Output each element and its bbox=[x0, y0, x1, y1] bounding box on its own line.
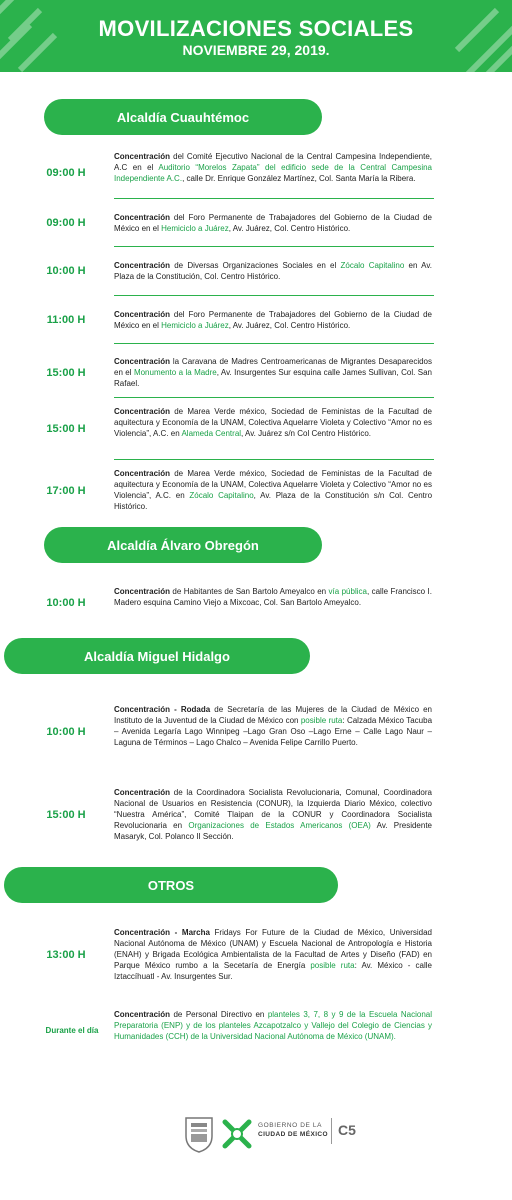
divider bbox=[114, 397, 434, 398]
c5-logo: C5 bbox=[338, 1122, 356, 1138]
footer-divider bbox=[331, 1118, 332, 1144]
divider bbox=[114, 343, 434, 344]
event-time: 10:00 H bbox=[46, 597, 86, 609]
event-time: 15:00 H bbox=[46, 367, 86, 379]
event-time: 15:00 H bbox=[46, 423, 86, 435]
divider bbox=[114, 198, 434, 199]
page-title: MOVILIZACIONES SOCIALES bbox=[98, 16, 414, 41]
divider bbox=[114, 295, 434, 296]
divider bbox=[114, 459, 434, 460]
divider bbox=[114, 246, 434, 247]
section-header-miguel-hidalgo: Alcaldía Miguel Hidalgo bbox=[4, 638, 310, 674]
coat-of-arms-icon bbox=[183, 1114, 215, 1154]
event-description: Concentración de Personal Directivo en planteles 3, 7, 8 y 9 de la Escuela Nacional Preparatoria (ENP) y de los planteles Azcapotzalco y Vallejo del Colegio de Ciencias y Humanidades (CCH) de la Universidad Nacional Autónoma de México (UNAM). bbox=[114, 1010, 432, 1041]
event-description: Concentración de la Coordinadora Socialista Revolucionaria, Comunal, Coordinadora Nacional de Usuarios en Resistencia (CONUR), la Izquierda Diario México, colectivo “Nuestra América”, Comité Tlaipan de la CONUR y Coordinadora Socialista Revolucionaria en Organizaciones de Estados Americanos (OEA) Av. Presidente Masaryk, Col. Polanco II Sección. bbox=[114, 788, 432, 841]
event-time: 10:00 H bbox=[46, 726, 86, 738]
decorative-pattern-icon bbox=[452, 0, 512, 72]
event-description: Concentración del Foro Permanente de Trabajadores del Gobierno de la Ciudad de México en el Hemiciclo a Juárez, Av. Juárez, Col. Centro Histórico. bbox=[114, 213, 432, 233]
event-description: Concentración la Caravana de Madres Centroamericanas de Migrantes Desaparecidos en el Monumento a la Madre, Av. Insurgentes Sur esquina calle James Sullivan, Col. San Rafael. bbox=[114, 357, 432, 388]
header-banner bbox=[0, 0, 512, 72]
event-time: 09:00 H bbox=[46, 167, 86, 179]
event-description: Concentración del Foro Permanente de Trabajadores del Gobierno de la Ciudad de México en el Hemiciclo a Juárez, Av. Juárez, Col. Centro Histórico. bbox=[114, 310, 432, 330]
gov-label-line2: CIUDAD DE MÉXICO bbox=[258, 1131, 328, 1138]
section-header-otros: OTROS bbox=[4, 867, 338, 903]
event-description: Concentración de Marea Verde méxico, Sociedad de Feministas de la Facultad de aquitectura y Economía de la UNAM, Colectiva Aquelarre Violeta y Colectivo “Amor no es Violencia”, A.C. en Alameda Central, Av. Juárez s/n Col Centro Histórico. bbox=[114, 407, 432, 438]
gov-label-line1: GOBIERNO DE LA bbox=[258, 1122, 323, 1129]
event-description: Concentración de Habitantes de San Bartolo Ameyalco en vía pública, calle Francisco I. Madero esquina Camino Viejo a Mixcoac, Col. San Bartolo Ameyalco. bbox=[114, 587, 432, 607]
cdmx-logo-icon bbox=[219, 1114, 255, 1154]
event-time: 09:00 H bbox=[46, 217, 86, 229]
event-description: Concentración - Rodada de Secretaría de las Mujeres de la Ciudad de México en Instituto de la Juventud de la Ciudad de México con posible ruta: Calzada México Tacuba – Avenida Legaría Lago Winnipeg –Lago Gran Oso –Lago Erne – Calle Lago Naur – Laguna de Términos – Lago Chalco – Avenida Felipe Carrillo Puerto. bbox=[114, 705, 433, 747]
event-time: Durante el día bbox=[45, 1026, 99, 1035]
event-time: 10:00 H bbox=[46, 265, 86, 277]
event-time: 17:00 H bbox=[46, 485, 86, 497]
section-header-alvaro-obregon: Alcaldía Álvaro Obregón bbox=[44, 527, 322, 563]
page-date: NOVIEMBRE 29, 2019. bbox=[182, 42, 330, 58]
event-time: 11:00 H bbox=[46, 314, 86, 326]
event-description: Concentración de Marea Verde méxico, Sociedad de Feministas de la Facultad de aquitectura y Economía de la UNAM, Colectiva Aquelarre Violeta y Colectivo “Amor no es Violencia”, A.C. en Zócalo Capitalino, Av. Plaza de la Constitución s/n Col. Centro Histórico. bbox=[114, 469, 433, 511]
event-time: 13:00 H bbox=[46, 949, 86, 961]
event-description: Concentración de Diversas Organizaciones Sociales en el Zócalo Capitalino en Av. Plaza de la Constitución, Col. Centro Histórico. bbox=[114, 261, 433, 281]
event-description: Concentración - Marcha Fridays For Future de la Ciudad de México, Universidad Nacional Autónoma de México (UNAM) y Escuela Nacional de Antropología e Historia (ENAH) y Brigada Ecológica Ambientalista de la Facultad de Artes y Diseño (FAD) en Parque México rumbo a la Secetaría de Energía posible ruta: Av. México - calle Iztaccíhuatl - Av. Insurgentes Sur. bbox=[114, 928, 433, 981]
footer-logos bbox=[0, 1108, 512, 1156]
event-description: Concentración del Comité Ejecutivo Nacional de la Central Campesina Independiente, A.C en el Auditorio “Morelos Zapata” del edificio sede de la Central Campesina Independiente A.C., calle Dr. Enrique González Martínez, Col. Santa María la Ribera. bbox=[114, 152, 432, 183]
event-time: 15:00 H bbox=[46, 809, 86, 821]
section-header-cuauhtemoc: Alcaldía Cuauhtémoc bbox=[44, 99, 322, 135]
